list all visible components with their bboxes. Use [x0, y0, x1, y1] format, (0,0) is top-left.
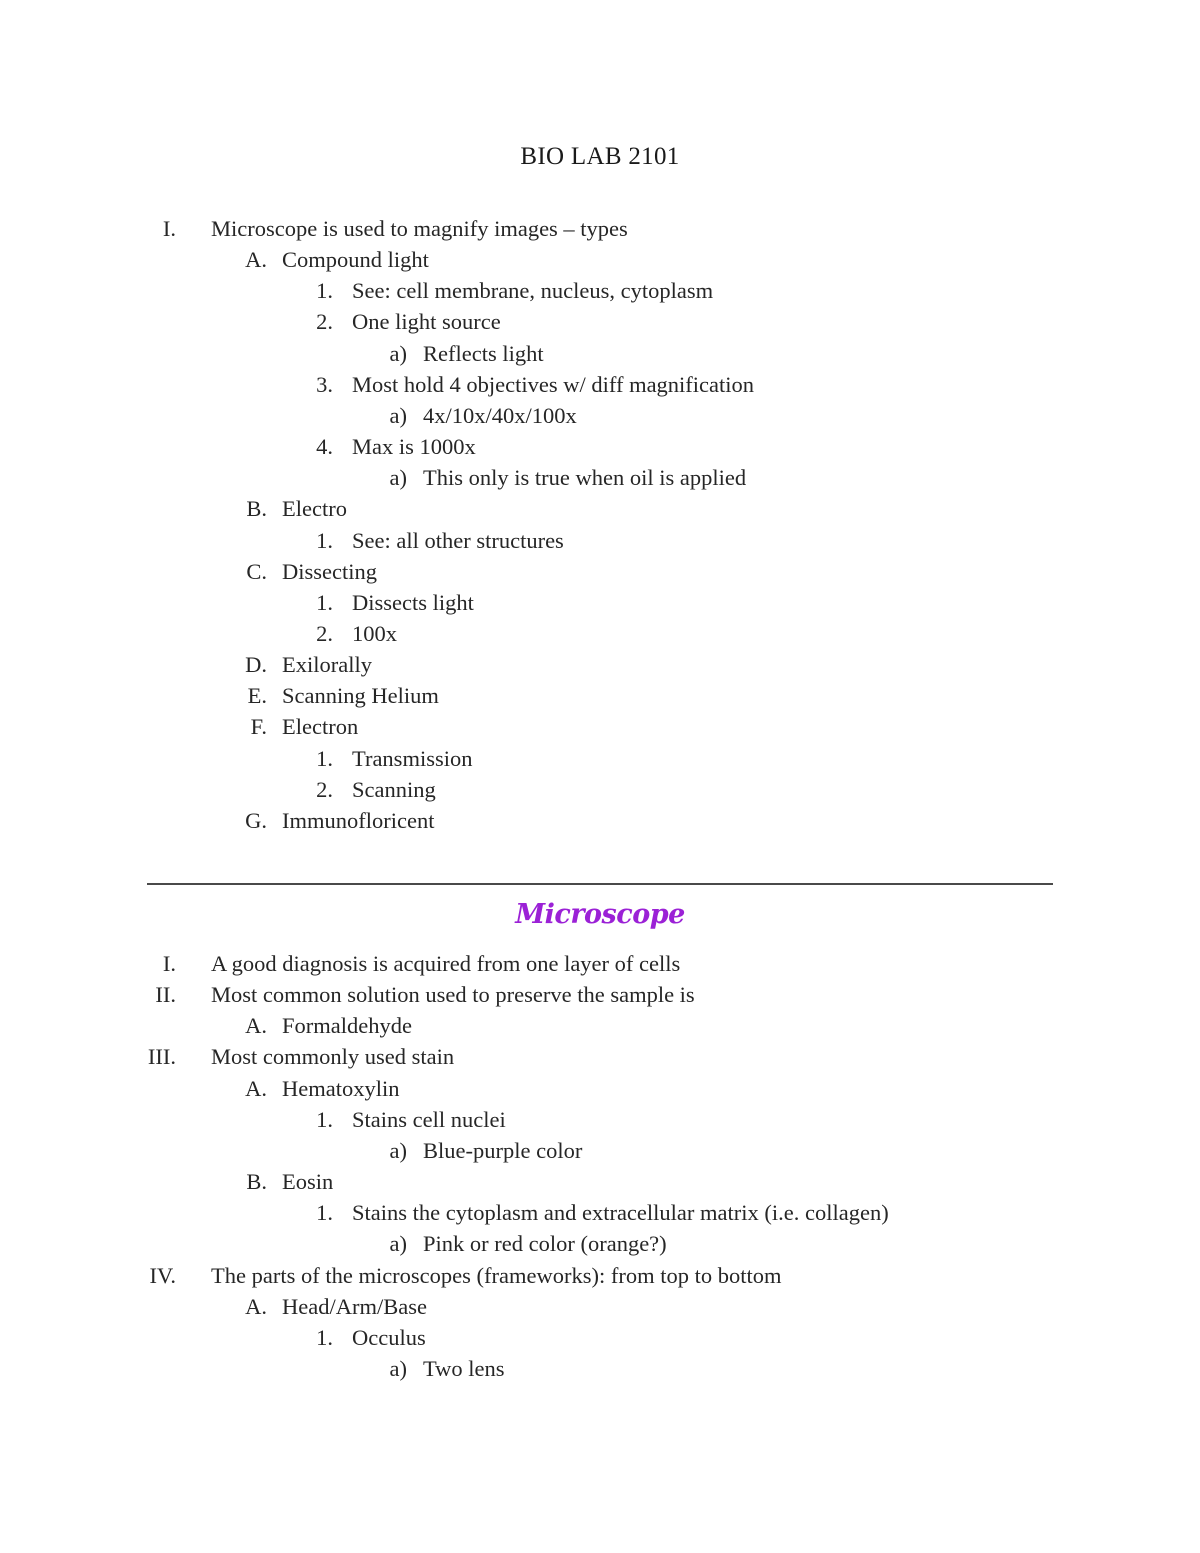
- outline-item-level-3: [0, 618, 1200, 649]
- outline-text: Compound light: [282, 247, 429, 273]
- outline-text: Electron: [282, 714, 359, 740]
- outline-marker: E.: [247, 683, 267, 709]
- outline-marker: B.: [246, 496, 267, 522]
- outline-item-level-3: [0, 306, 1200, 337]
- outline-item-level-2: [0, 1166, 1200, 1197]
- section-title-microscope: Microscope: [515, 899, 685, 930]
- outline-item-level-2: [0, 1010, 1200, 1041]
- outline-text: Occulus: [352, 1324, 426, 1350]
- outline-text: Reflects light: [423, 340, 544, 366]
- outline-text: Eosin: [282, 1169, 334, 1195]
- outline-marker: a): [389, 1231, 407, 1257]
- outline-text: See: cell membrane, nucleus, cytoplasm: [352, 278, 714, 304]
- outline-text: Immunofloricent: [282, 807, 435, 833]
- outline-marker: I.: [162, 216, 176, 241]
- outline-item-level-1: [0, 948, 1200, 979]
- outline-item-level-4: [0, 1228, 1200, 1259]
- outline-item-level-2: [0, 711, 1200, 742]
- outline-item-level-3: [0, 1104, 1200, 1135]
- outline-text: Scanning: [352, 776, 436, 802]
- outline-item-level-2: [0, 649, 1200, 680]
- outline-marker: 1.: [316, 1200, 333, 1226]
- outline-text: Stains cell nuclei: [352, 1106, 506, 1132]
- outline-item-level-1: [0, 1260, 1200, 1291]
- outline-marker: 1.: [316, 1324, 333, 1350]
- outline-text: Blue-purple color: [423, 1137, 583, 1163]
- outline-text: See: all other structures: [352, 527, 564, 553]
- outline-marker: II.: [155, 982, 176, 1008]
- outline-marker: 4.: [316, 434, 333, 460]
- outline-item-level-1: [0, 213, 1200, 244]
- outline-marker: 1.: [316, 1106, 333, 1132]
- outline-text: 100x: [352, 620, 397, 646]
- outline-text: A good diagnosis is acquired from one layer of cells: [211, 951, 681, 976]
- outline-item-level-1: [0, 1041, 1200, 1072]
- outline-text: Two lens: [423, 1355, 505, 1381]
- outline-text: Most commonly used stain: [211, 1044, 455, 1070]
- outline-marker: C.: [246, 558, 267, 584]
- outline-text: Stains the cytoplasm and extracellular matrix (i.e. collagen): [352, 1200, 889, 1226]
- outline-text: The parts of the microscopes (frameworks): from top to bottom: [211, 1262, 782, 1288]
- outline-marker: 1.: [316, 589, 333, 615]
- outline-marker: G.: [245, 807, 267, 833]
- outline-marker: 2.: [316, 776, 333, 802]
- outline-item-level-4: [0, 1135, 1200, 1166]
- outline-item-level-4: [0, 400, 1200, 431]
- outline-text: Electro: [282, 496, 347, 522]
- outline-item-level-4: [0, 338, 1200, 369]
- outline-marker: 1.: [316, 278, 333, 304]
- outline-text: Most common solution used to preserve the sample is: [211, 982, 695, 1008]
- outline-text: One light source: [352, 309, 501, 335]
- outline-marker: 1.: [316, 745, 333, 771]
- horizontal-divider: [147, 883, 1053, 885]
- outline-text: Dissecting: [282, 558, 377, 584]
- outline-marker: A.: [245, 1013, 267, 1039]
- outline-item-level-3: [0, 369, 1200, 400]
- outline-marker: I.: [162, 951, 176, 976]
- outline-marker: III.: [147, 1044, 176, 1070]
- outline-marker: a): [389, 402, 407, 428]
- outline-item-level-3: [0, 275, 1200, 306]
- outline-item-level-2: [0, 1291, 1200, 1322]
- outline-item-level-3: [0, 525, 1200, 556]
- outline-text: Formaldehyde: [282, 1013, 412, 1039]
- outline-marker: IV.: [149, 1262, 176, 1288]
- outline-text: Max is 1000x: [352, 434, 476, 460]
- outline-item-level-4: [0, 1353, 1200, 1384]
- outline-item-level-3: [0, 1322, 1200, 1353]
- outline-marker: 1.: [316, 527, 333, 553]
- document-title: BIO LAB 2101: [520, 143, 680, 170]
- outline-marker: a): [389, 340, 407, 366]
- outline-marker: 2.: [316, 620, 333, 646]
- outline-marker: 3.: [316, 371, 333, 397]
- outline-marker: B.: [246, 1169, 267, 1195]
- outline-item-level-3: [0, 743, 1200, 774]
- outline-item-level-2: [0, 1073, 1200, 1104]
- outline-item-level-2: [0, 805, 1200, 836]
- outline-item-level-3: [0, 431, 1200, 462]
- outline-item-level-3: [0, 587, 1200, 618]
- outline-item-level-1: [0, 979, 1200, 1010]
- outline-text: Microscope is used to magnify images – types: [211, 216, 628, 241]
- outline-marker: a): [389, 1137, 407, 1163]
- outline-marker: A.: [245, 1075, 267, 1101]
- outline-text: Head/Arm/Base: [282, 1293, 427, 1319]
- outline-item-level-3: [0, 1197, 1200, 1228]
- outline-text: Most hold 4 objectives w/ diff magnification: [352, 371, 755, 397]
- outline-marker: 2.: [316, 309, 333, 335]
- outline-item-level-2: [0, 244, 1200, 275]
- outline-marker: a): [389, 1355, 407, 1381]
- outline-marker: F.: [250, 714, 267, 740]
- outline-text: Scanning Helium: [282, 683, 439, 709]
- outline-text: Pink or red color (orange?): [423, 1231, 667, 1257]
- outline-item-level-3: [0, 774, 1200, 805]
- outline-marker: a): [389, 465, 407, 491]
- outline-item-level-2: [0, 556, 1200, 587]
- outline-text: Hematoxylin: [282, 1075, 400, 1101]
- outline-marker: D.: [245, 652, 267, 678]
- outline-text: Transmission: [352, 745, 473, 771]
- outline-text: This only is true when oil is applied: [423, 465, 747, 491]
- outline-item-level-2: [0, 680, 1200, 711]
- outline-item-level-2: [0, 493, 1200, 524]
- outline-text: 4x/10x/40x/100x: [423, 402, 577, 428]
- outline-marker: A.: [245, 247, 267, 273]
- outline-text: Exilorally: [282, 652, 372, 678]
- outline-item-level-4: [0, 462, 1200, 493]
- outline-marker: A.: [245, 1293, 267, 1319]
- outline-text: Dissects light: [352, 589, 474, 615]
